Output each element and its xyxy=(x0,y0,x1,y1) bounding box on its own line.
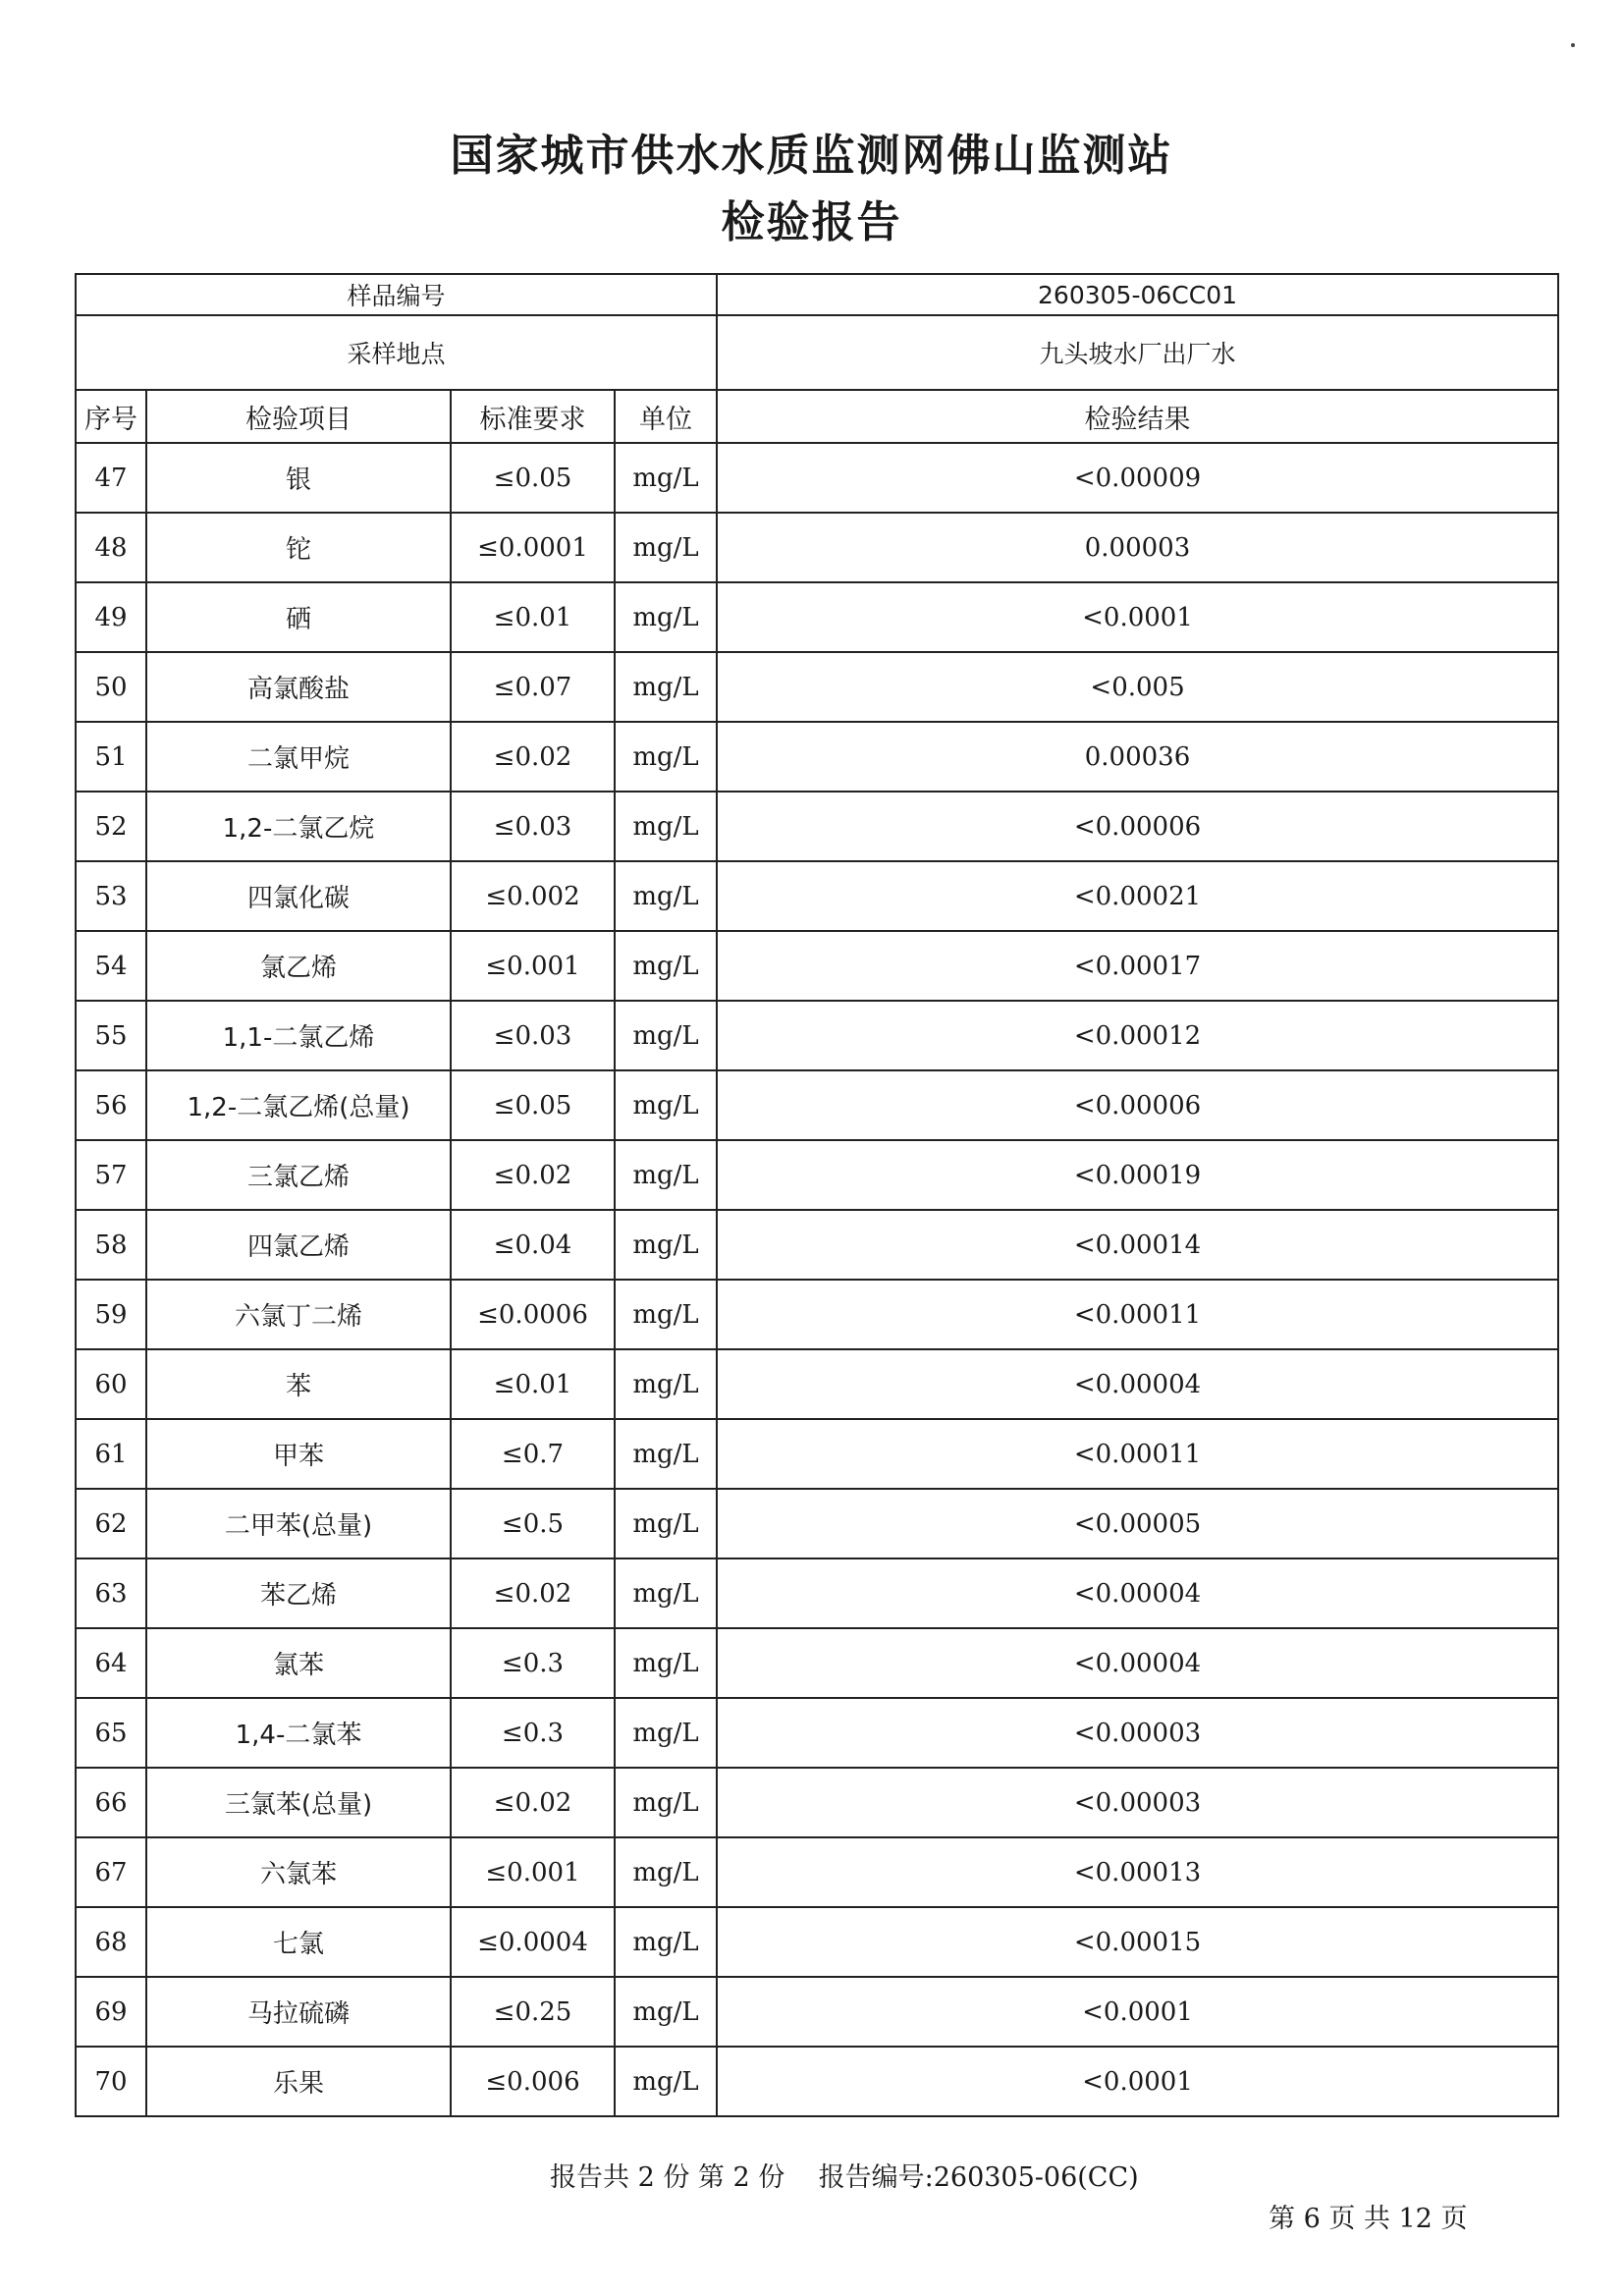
row-unit: mg/L xyxy=(615,1280,717,1349)
row-unit: mg/L xyxy=(615,1140,717,1210)
row-unit: mg/L xyxy=(615,2047,717,2116)
report-subtitle: 检验报告 xyxy=(721,197,902,247)
row-number: 55 xyxy=(76,1001,146,1070)
row-standard: ≤0.01 xyxy=(451,1349,615,1419)
row-number: 51 xyxy=(76,722,146,792)
row-result: <0.00006 xyxy=(717,1070,1558,1140)
row-result: <0.00014 xyxy=(717,1210,1558,1280)
row-number: 69 xyxy=(76,1977,146,2047)
row-standard: ≤0.03 xyxy=(451,792,615,861)
table-row xyxy=(76,861,1558,931)
row-standard: ≤0.25 xyxy=(451,1977,615,2047)
table-row xyxy=(76,2047,1558,2116)
row-unit: mg/L xyxy=(615,582,717,652)
table-row xyxy=(76,652,1558,722)
row-result: <0.00003 xyxy=(717,1698,1558,1768)
row-item: 硒 xyxy=(146,582,451,652)
table-row xyxy=(76,1070,1558,1140)
row-unit: mg/L xyxy=(615,1768,717,1837)
table-row xyxy=(76,1628,1558,1698)
row-unit: mg/L xyxy=(615,1001,717,1070)
row-item: 六氯丁二烯 xyxy=(146,1280,451,1349)
row-item: 四氯化碳 xyxy=(146,861,451,931)
row-unit: mg/L xyxy=(615,443,717,513)
row-number: 59 xyxy=(76,1280,146,1349)
table-row xyxy=(76,1210,1558,1280)
row-standard: ≤0.001 xyxy=(451,931,615,1001)
row-unit: mg/L xyxy=(615,1070,717,1140)
row-unit: mg/L xyxy=(615,722,717,792)
table-row xyxy=(76,931,1558,1001)
row-item: 银 xyxy=(146,443,451,513)
row-item: 四氯乙烯 xyxy=(146,1210,451,1280)
row-item: 氯乙烯 xyxy=(146,931,451,1001)
table-row xyxy=(76,792,1558,861)
row-standard: ≤0.0004 xyxy=(451,1907,615,1977)
row-number: 50 xyxy=(76,652,146,722)
report-footer xyxy=(550,2156,1139,2194)
col-header-result: 检验结果 xyxy=(717,390,1558,443)
row-item: 1,2-二氯乙烯(总量) xyxy=(146,1070,451,1140)
row-standard: ≤0.02 xyxy=(451,1140,615,1210)
row-unit: mg/L xyxy=(615,931,717,1001)
row-result: <0.00003 xyxy=(717,1768,1558,1837)
row-standard: ≤0.3 xyxy=(451,1628,615,1698)
row-number: 68 xyxy=(76,1907,146,1977)
row-unit: mg/L xyxy=(615,1210,717,1280)
row-result: <0.00006 xyxy=(717,792,1558,861)
row-result: 0.00003 xyxy=(717,513,1558,582)
table-row xyxy=(76,443,1558,513)
sample-location-value: 九头坡水厂出厂水 xyxy=(717,315,1558,390)
row-number: 62 xyxy=(76,1489,146,1558)
row-standard: ≤0.001 xyxy=(451,1837,615,1907)
row-number: 61 xyxy=(76,1419,146,1489)
table-row xyxy=(76,1489,1558,1558)
table-row xyxy=(76,1349,1558,1419)
row-number: 67 xyxy=(76,1837,146,1907)
row-standard: ≤0.002 xyxy=(451,861,615,931)
row-unit: mg/L xyxy=(615,1628,717,1698)
row-result: <0.00004 xyxy=(717,1558,1558,1628)
row-unit: mg/L xyxy=(615,1907,717,1977)
col-header-unit: 单位 xyxy=(615,390,717,443)
row-standard: ≤0.01 xyxy=(451,582,615,652)
row-result: <0.00004 xyxy=(717,1628,1558,1698)
row-result: <0.00015 xyxy=(717,1907,1558,1977)
row-item: 1,1-二氯乙烯 xyxy=(146,1001,451,1070)
row-item: 氯苯 xyxy=(146,1628,451,1698)
table-row xyxy=(76,513,1558,582)
row-unit: mg/L xyxy=(615,1698,717,1768)
table-row xyxy=(76,1280,1558,1349)
row-standard: ≤0.3 xyxy=(451,1698,615,1768)
row-result: <0.005 xyxy=(717,652,1558,722)
row-number: 54 xyxy=(76,931,146,1001)
row-result: <0.0001 xyxy=(717,582,1558,652)
row-standard: ≤0.006 xyxy=(451,2047,615,2116)
sample-location-row xyxy=(76,315,1558,390)
sample-id-label: 样品编号 xyxy=(76,274,717,315)
row-item: 乐果 xyxy=(146,2047,451,2116)
row-unit: mg/L xyxy=(615,1558,717,1628)
page-number: 第 6 页 共 12 页 xyxy=(1269,2204,1468,2234)
row-result: <0.00017 xyxy=(717,931,1558,1001)
table-row xyxy=(76,1977,1558,2047)
row-result: <0.0001 xyxy=(717,2047,1558,2116)
col-header-item: 检验项目 xyxy=(146,390,451,443)
row-unit: mg/L xyxy=(615,792,717,861)
row-result: <0.00012 xyxy=(717,1001,1558,1070)
row-item: 苯 xyxy=(146,1349,451,1419)
row-number: 58 xyxy=(76,1210,146,1280)
row-unit: mg/L xyxy=(615,513,717,582)
row-item: 甲苯 xyxy=(146,1419,451,1489)
row-item: 二甲苯(总量) xyxy=(146,1489,451,1558)
row-standard: ≤0.02 xyxy=(451,722,615,792)
row-result: <0.00019 xyxy=(717,1140,1558,1210)
row-standard: ≤0.07 xyxy=(451,652,615,722)
row-number: 49 xyxy=(76,582,146,652)
row-standard: ≤0.03 xyxy=(451,1001,615,1070)
table-row xyxy=(76,1001,1558,1070)
col-header-standard: 标准要求 xyxy=(451,390,615,443)
col-header-seq: 序号 xyxy=(76,390,146,443)
row-standard: ≤0.0001 xyxy=(451,513,615,582)
results-table xyxy=(75,273,1559,2117)
row-result: <0.0001 xyxy=(717,1977,1558,2047)
table-row xyxy=(76,1907,1558,1977)
table-row xyxy=(76,1558,1558,1628)
row-number: 64 xyxy=(76,1628,146,1698)
row-number: 56 xyxy=(76,1070,146,1140)
row-item: 六氯苯 xyxy=(146,1837,451,1907)
row-number: 48 xyxy=(76,513,146,582)
row-standard: ≤0.02 xyxy=(451,1768,615,1837)
row-result: <0.00009 xyxy=(717,443,1558,513)
row-item: 三氯乙烯 xyxy=(146,1140,451,1210)
row-unit: mg/L xyxy=(615,861,717,931)
row-unit: mg/L xyxy=(615,652,717,722)
scan-speck xyxy=(1571,43,1575,47)
row-result: <0.00005 xyxy=(717,1489,1558,1558)
table-row xyxy=(76,1419,1558,1489)
row-number: 47 xyxy=(76,443,146,513)
row-item: 马拉硫磷 xyxy=(146,1977,451,2047)
report-number-text: 报告编号:260305-06(CC) xyxy=(818,2162,1139,2193)
row-number: 57 xyxy=(76,1140,146,1210)
row-item: 七氯 xyxy=(146,1907,451,1977)
row-unit: mg/L xyxy=(615,1977,717,2047)
row-item: 1,2-二氯乙烷 xyxy=(146,792,451,861)
row-number: 63 xyxy=(76,1558,146,1628)
row-number: 65 xyxy=(76,1698,146,1768)
table-row xyxy=(76,1140,1558,1210)
row-standard: ≤0.02 xyxy=(451,1558,615,1628)
table-row xyxy=(76,1698,1558,1768)
row-item: 高氯酸盐 xyxy=(146,652,451,722)
copies-text: 报告共 2 份 第 2 份 xyxy=(550,2162,785,2193)
table-row xyxy=(76,722,1558,792)
row-result: 0.00036 xyxy=(717,722,1558,792)
row-item: 1,4-二氯苯 xyxy=(146,1698,451,1768)
table-row xyxy=(76,582,1558,652)
row-unit: mg/L xyxy=(615,1419,717,1489)
row-number: 66 xyxy=(76,1768,146,1837)
column-header-row xyxy=(76,390,1558,443)
row-unit: mg/L xyxy=(615,1837,717,1907)
row-number: 53 xyxy=(76,861,146,931)
row-result: <0.00011 xyxy=(717,1419,1558,1489)
row-unit: mg/L xyxy=(615,1349,717,1419)
report-title: 国家城市供水水质监测网佛山监测站 xyxy=(450,131,1173,181)
sample-location-label: 采样地点 xyxy=(76,315,717,390)
row-result: <0.00021 xyxy=(717,861,1558,931)
row-result: <0.00013 xyxy=(717,1837,1558,1907)
row-result: <0.00011 xyxy=(717,1280,1558,1349)
table-row xyxy=(76,1837,1558,1907)
row-unit: mg/L xyxy=(615,1489,717,1558)
row-number: 70 xyxy=(76,2047,146,2116)
row-result: <0.00004 xyxy=(717,1349,1558,1419)
row-standard: ≤0.7 xyxy=(451,1419,615,1489)
sample-id-value: 260305-06CC01 xyxy=(717,274,1558,315)
table-row xyxy=(76,1768,1558,1837)
row-standard: ≤0.5 xyxy=(451,1489,615,1558)
row-standard: ≤0.05 xyxy=(451,1070,615,1140)
row-item: 铊 xyxy=(146,513,451,582)
row-standard: ≤0.04 xyxy=(451,1210,615,1280)
row-number: 52 xyxy=(76,792,146,861)
row-item: 苯乙烯 xyxy=(146,1558,451,1628)
row-standard: ≤0.0006 xyxy=(451,1280,615,1349)
sample-id-row xyxy=(76,274,1558,315)
row-item: 二氯甲烷 xyxy=(146,722,451,792)
row-number: 60 xyxy=(76,1349,146,1419)
row-standard: ≤0.05 xyxy=(451,443,615,513)
row-item: 三氯苯(总量) xyxy=(146,1768,451,1837)
